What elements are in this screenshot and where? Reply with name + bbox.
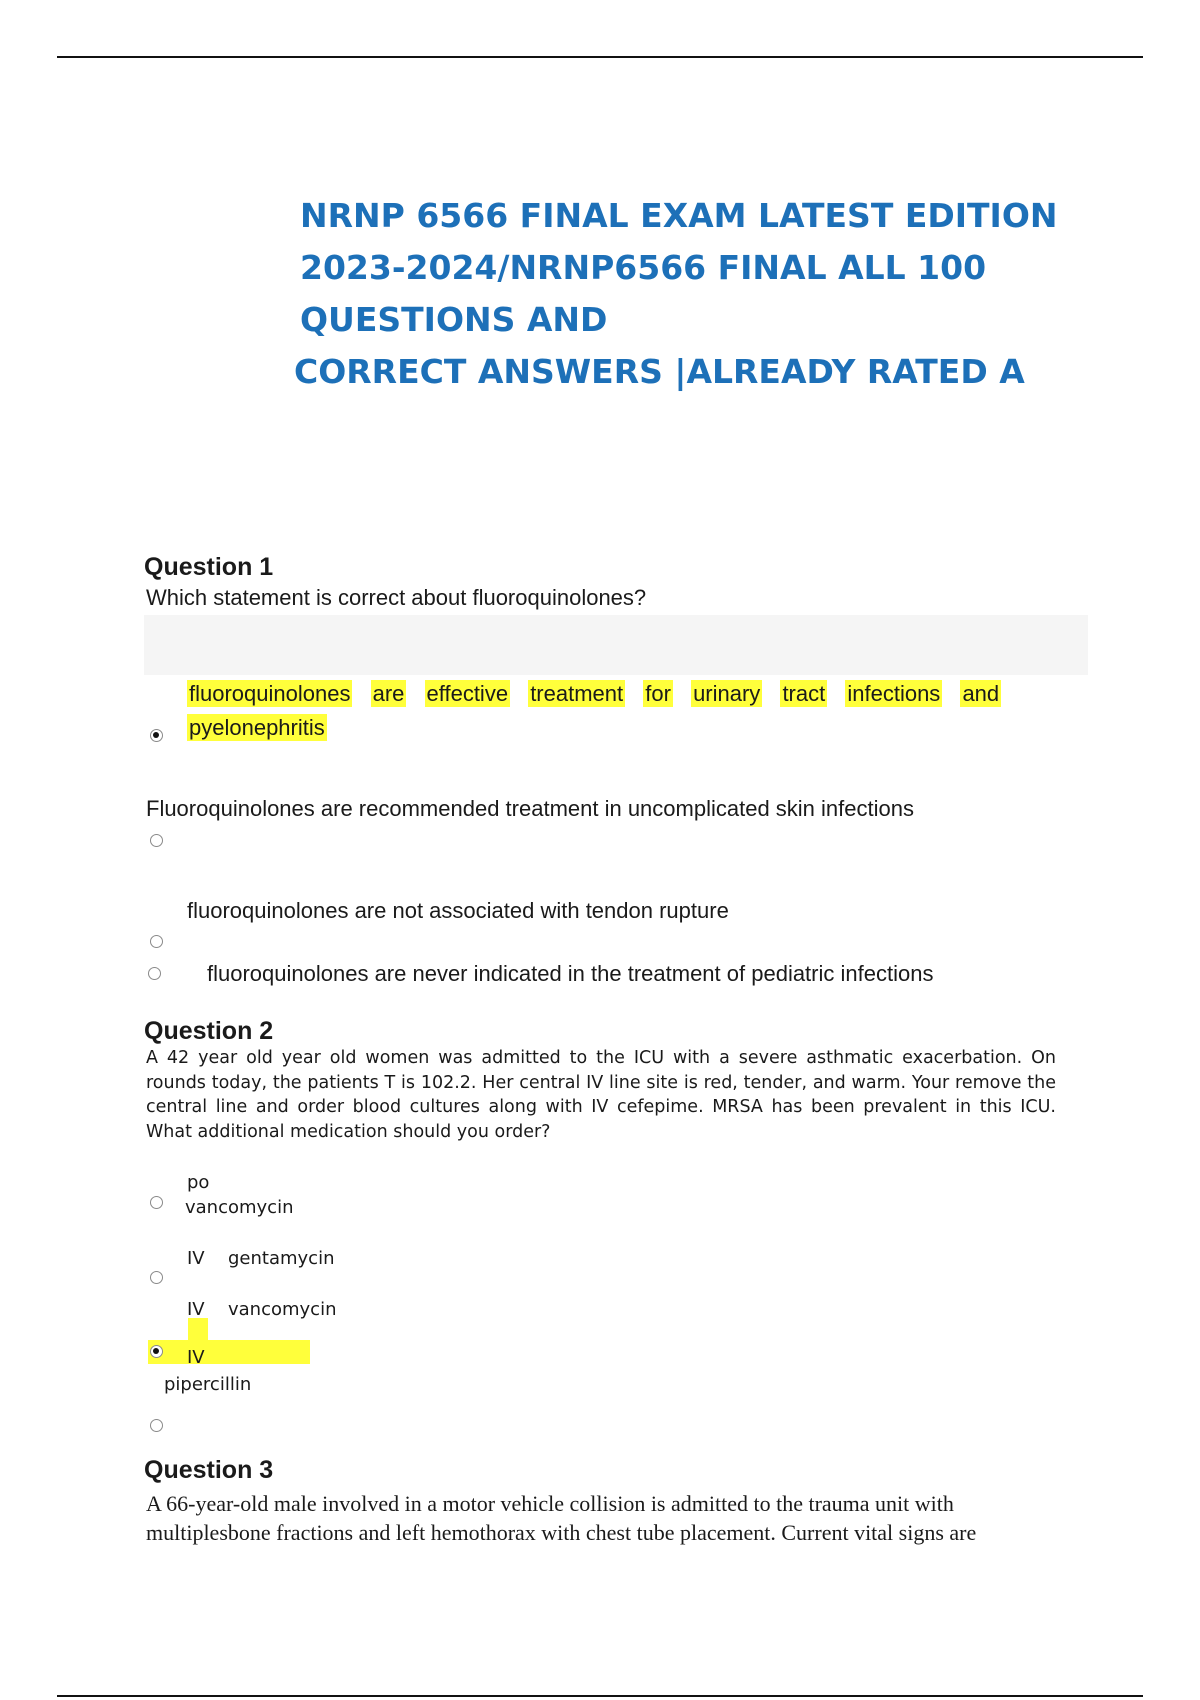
q2-option-c-route: IV [187,1299,205,1320]
q1-option-a-word: tract [782,681,826,706]
q1-option-a-word: fluoroquinolones [189,681,351,706]
q1-option-c-radio[interactable] [150,935,163,948]
q2-option-a-route: po [187,1172,210,1193]
question-2-label: Question 2 [144,1017,274,1045]
question-3-text: A 66-year-old male involved in a motor vehicle collision is admitted to the trauma unit with multiplesbone fractions and left hemothorax with chest tube placement. Current vital signs are [146,1491,977,1545]
q1-option-c-text: fluoroquinolones are not associated with tendon rupture [187,898,729,923]
title-line: 2023-2024/NRNP6566 FINAL ALL 100 [300,248,987,287]
question-1-label: Question 1 [144,553,274,581]
q1-option-a-line2 [187,715,327,741]
q2-option-b-route: IV [187,1248,205,1269]
q1-option-a-word: for [645,681,671,706]
q2-option-d-drug: pipercillin [164,1374,252,1395]
q1-option-a-word: effective [426,681,509,706]
q2-highlight-mark [148,1340,310,1364]
q1-option-a-word: and [962,681,1000,706]
q1-option-d-radio[interactable] [148,967,161,980]
q1-option-a-radio[interactable] [150,729,163,742]
q2-option-b-drug: gentamycin [228,1248,335,1269]
q1-option-a-word: urinary [693,681,761,706]
q2-option-a-radio[interactable] [150,1196,163,1209]
bottom-rule [57,1695,1143,1697]
q1-option-a-word: treatment [530,681,624,706]
answer-area-background [144,615,1088,675]
q2-option-d-radio[interactable] [150,1419,163,1432]
question-1-text: Which statement is correct about fluoroquinolones? [146,585,647,610]
title-line: QUESTIONS AND [300,300,608,339]
title-line: NRNP 6566 FINAL EXAM LATEST EDITION [300,196,1058,235]
top-rule [57,56,1143,58]
q1-option-a-line1 [187,681,1001,707]
title-line: CORRECT ANSWERS |ALREADY RATED A [294,352,1025,391]
q1-option-b-radio[interactable] [150,834,163,847]
q1-option-b-text: Fluoroquinolones are recommended treatment in uncomplicated skin infections [146,796,914,821]
q2-option-a-drug: vancomycin [185,1197,294,1218]
q2-option-b-radio[interactable] [150,1271,163,1284]
question-3-label: Question 3 [144,1456,274,1484]
q1-option-a-word: are [372,681,405,706]
q1-option-d-text: fluoroquinolones are never indicated in the treatment of pediatric infections [207,961,934,986]
q2-option-c-radio[interactable] [150,1345,163,1358]
document-title [294,190,1120,398]
q1-option-a-word: pyelonephritis [189,715,325,740]
q2-option-c-drug: vancomycin [228,1299,337,1320]
q2-option-d-route: IV [187,1347,205,1368]
q1-option-a-word: infections [847,681,941,706]
question-2-text: A 42 year old year old women was admitted to the ICU with a severe asthmatic exacerbation. On rounds today, the patients T is 102.2. Her central IV line site is red, tender, and warm. Your remove the central line and order blood cultures along with IV cefepime. MRSA has been prevalent in this ICU. What additional medication should you order? [146,1048,1056,1142]
